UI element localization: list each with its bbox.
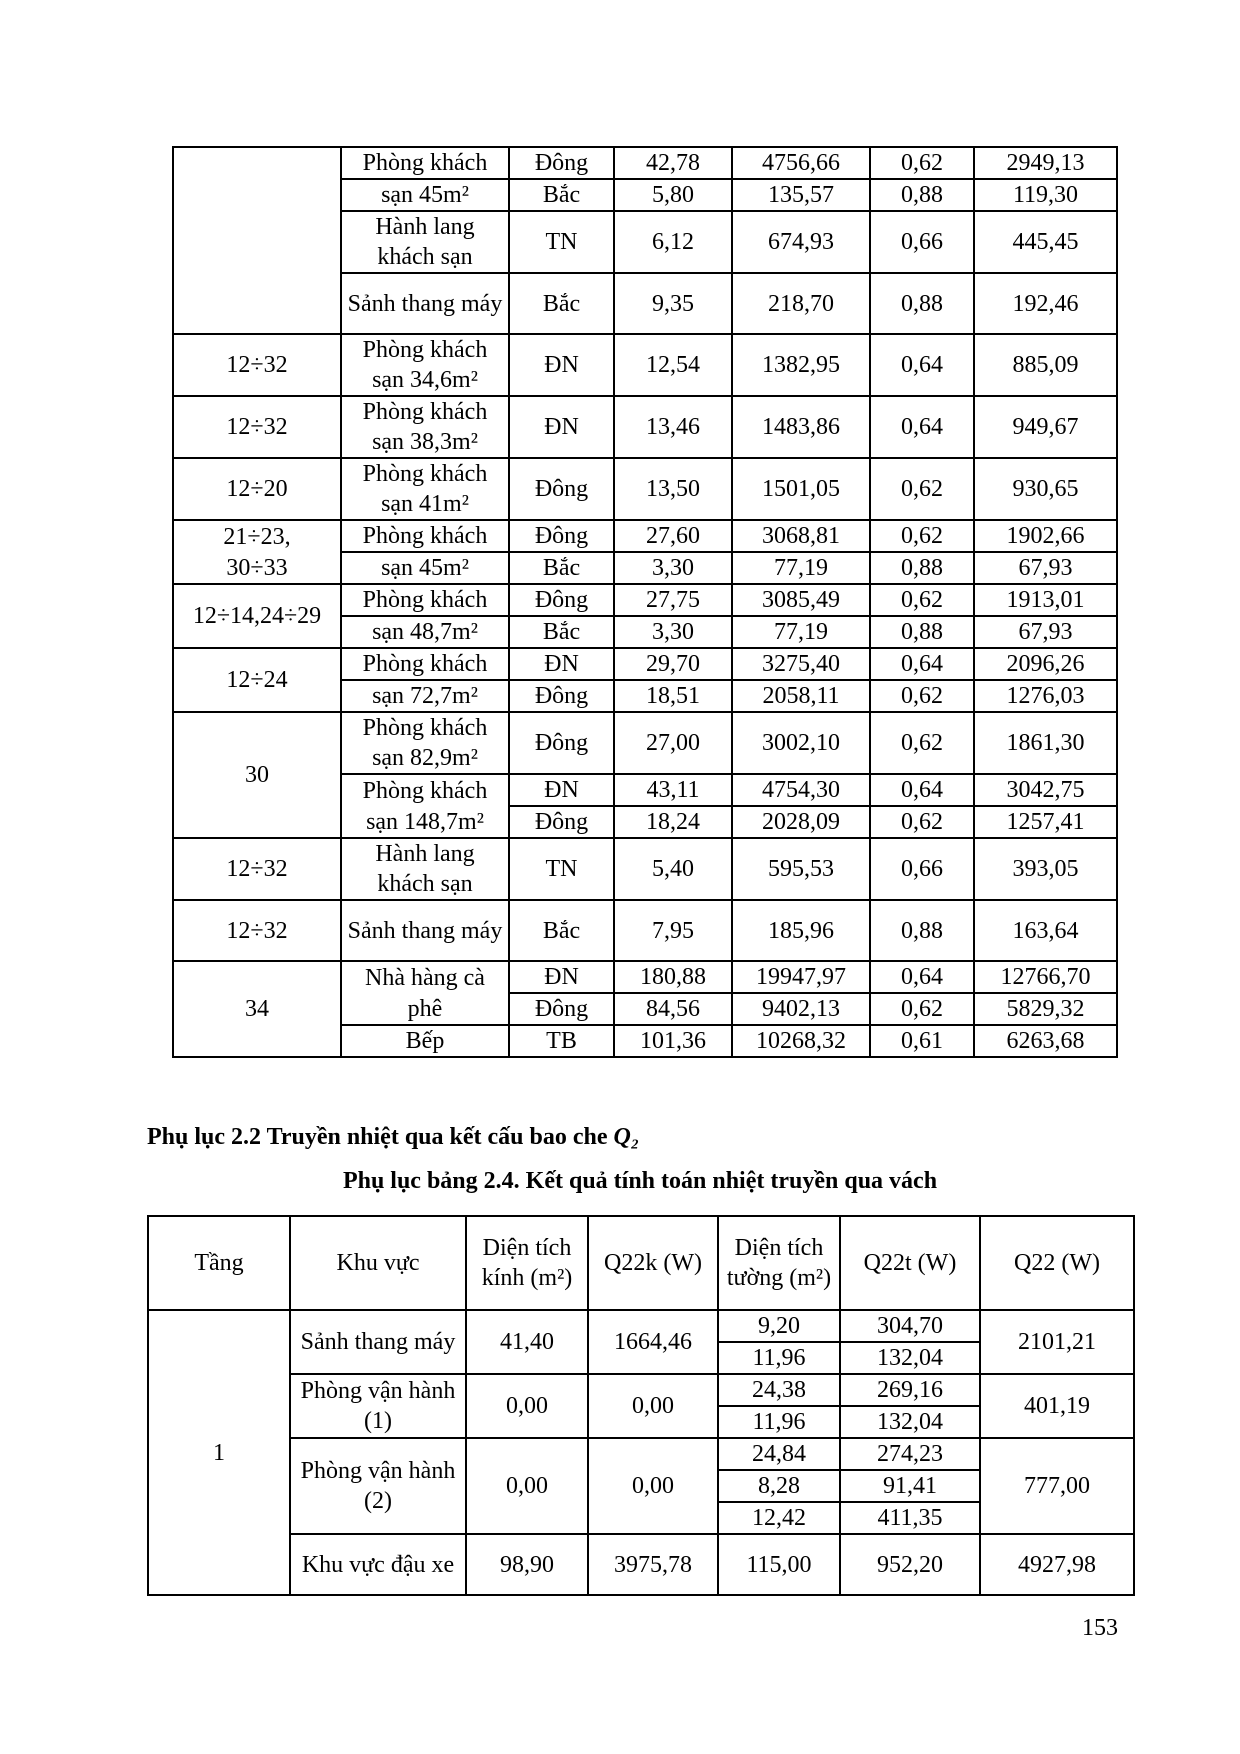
value-cell: 9,20 (718, 1310, 840, 1342)
value-cell: 411,35 (840, 1502, 980, 1534)
value-cell: 18,51 (614, 680, 732, 712)
value-cell: 3068,81 (732, 520, 870, 552)
value-cell: 1276,03 (974, 680, 1117, 712)
area-cell: Hành lang khách sạn (341, 838, 509, 900)
value-cell: 115,00 (718, 1534, 840, 1595)
header-cell: Q22k (W) (588, 1216, 718, 1310)
value-cell: 4927,98 (980, 1534, 1134, 1595)
area-cell: sạn 48,7m² (341, 616, 509, 648)
value-cell: 4754,30 (732, 774, 870, 806)
direction-cell: ĐN (509, 648, 614, 680)
table-caption: Phụ lục bảng 2.4. Kết quả tính toán nhiệt truyền qua vách (342, 1168, 938, 1194)
value-cell: 19947,97 (732, 961, 870, 993)
area-cell: Sảnh thang máy (341, 273, 509, 334)
direction-cell: Bắc (509, 273, 614, 334)
direction-cell: Đông (509, 806, 614, 838)
table-row (173, 961, 1117, 993)
value-cell: 27,75 (614, 584, 732, 616)
floor-cell: 12÷14,24÷29 (173, 584, 341, 648)
value-cell: 4756,66 (732, 147, 870, 179)
value-cell: 304,70 (840, 1310, 980, 1342)
value-cell: 180,88 (614, 961, 732, 993)
value-cell: 91,41 (840, 1470, 980, 1502)
value-cell: 0,62 (870, 806, 974, 838)
table-row (173, 648, 1117, 680)
direction-cell: Đông (509, 520, 614, 552)
direction-cell: TN (509, 211, 614, 273)
value-cell: 12766,70 (974, 961, 1117, 993)
direction-cell: Đông (509, 993, 614, 1025)
value-cell: 24,38 (718, 1374, 840, 1406)
value-cell: 0,61 (870, 1025, 974, 1057)
section-heading (147, 1124, 639, 1151)
value-cell: 3002,10 (732, 712, 870, 774)
area-cell: Phòng vận hành (2) (290, 1438, 466, 1534)
value-cell: 24,84 (718, 1438, 840, 1470)
value-cell: 777,00 (980, 1438, 1134, 1534)
floor-cell: 12÷32 (173, 838, 341, 900)
floor-cell: 12÷20 (173, 458, 341, 520)
area-cell: Bếp (341, 1025, 509, 1057)
value-cell: 0,62 (870, 520, 974, 552)
direction-cell: ĐN (509, 334, 614, 396)
value-cell: 13,50 (614, 458, 732, 520)
value-cell: 0,00 (588, 1438, 718, 1534)
value-cell: 163,64 (974, 900, 1117, 961)
table-row (173, 584, 1117, 616)
table-row (173, 147, 1117, 179)
table-row (173, 900, 1117, 961)
value-cell: 132,04 (840, 1342, 980, 1374)
table-row (173, 334, 1117, 396)
value-cell: 8,28 (718, 1470, 840, 1502)
value-cell: 595,53 (732, 838, 870, 900)
area-cell: Sảnh thang máy (341, 900, 509, 961)
table-row (148, 1310, 1134, 1342)
direction-cell: Đông (509, 712, 614, 774)
area-cell: sạn 45m² (341, 552, 509, 584)
value-cell: 27,00 (614, 712, 732, 774)
value-cell: 0,62 (870, 147, 974, 179)
area-cell: sạn 45m² (341, 179, 509, 211)
area-cell: Phòng khách (341, 520, 509, 552)
floor-cell (173, 147, 341, 334)
header-cell: Diện tích tường (m²) (718, 1216, 840, 1310)
area-cell: Phòng khách sạn 82,9m² (341, 712, 509, 774)
value-cell: 0,88 (870, 900, 974, 961)
direction-cell: Đông (509, 584, 614, 616)
value-cell: 2101,21 (980, 1310, 1134, 1374)
floor-cell: 34 (173, 961, 341, 1057)
value-cell: 0,88 (870, 179, 974, 211)
value-cell: 43,11 (614, 774, 732, 806)
floor-cell: 12÷32 (173, 396, 341, 458)
value-cell: 3975,78 (588, 1534, 718, 1595)
direction-cell: Đông (509, 458, 614, 520)
direction-cell: TB (509, 1025, 614, 1057)
value-cell: 5,40 (614, 838, 732, 900)
value-cell: 101,36 (614, 1025, 732, 1057)
area-cell: sạn 148,7m² (341, 806, 509, 838)
value-cell: 6,12 (614, 211, 732, 273)
value-cell: 1913,01 (974, 584, 1117, 616)
value-cell: 0,66 (870, 838, 974, 900)
value-cell: 3085,49 (732, 584, 870, 616)
floor-cell: 21÷23, (173, 520, 341, 552)
value-cell: 185,96 (732, 900, 870, 961)
value-cell: 0,00 (466, 1374, 588, 1438)
cooling-load-table (172, 146, 1118, 1058)
value-cell: 401,19 (980, 1374, 1134, 1438)
header-cell: Khu vực (290, 1216, 466, 1310)
page-number: 153 (1082, 1615, 1118, 1641)
section-heading-text: Phụ lục 2.2 Truyền nhiệt qua kết cấu bao che (147, 1124, 608, 1150)
value-cell: 2949,13 (974, 147, 1117, 179)
area-cell: Phòng khách (341, 774, 509, 806)
value-cell: 6263,68 (974, 1025, 1117, 1057)
value-cell: 135,57 (732, 179, 870, 211)
value-cell: 7,95 (614, 900, 732, 961)
value-cell: 393,05 (974, 838, 1117, 900)
value-cell: 3042,75 (974, 774, 1117, 806)
value-cell: 77,19 (732, 552, 870, 584)
table-row (173, 396, 1117, 458)
area-cell: Phòng khách (341, 147, 509, 179)
value-cell: 445,45 (974, 211, 1117, 273)
value-cell: 29,70 (614, 648, 732, 680)
value-cell: 0,64 (870, 396, 974, 458)
direction-cell: ĐN (509, 961, 614, 993)
value-cell: 952,20 (840, 1534, 980, 1595)
value-cell: 11,96 (718, 1406, 840, 1438)
value-cell: 9,35 (614, 273, 732, 334)
value-cell: 5829,32 (974, 993, 1117, 1025)
value-cell: 930,65 (974, 458, 1117, 520)
value-cell: 274,23 (840, 1438, 980, 1470)
value-cell: 1382,95 (732, 334, 870, 396)
value-cell: 13,46 (614, 396, 732, 458)
table-row (173, 712, 1117, 774)
value-cell: 885,09 (974, 334, 1117, 396)
value-cell: 0,66 (870, 211, 974, 273)
value-cell: 119,30 (974, 179, 1117, 211)
value-cell: 0,88 (870, 552, 974, 584)
floor-cell: 30 (173, 712, 341, 838)
value-cell: 0,88 (870, 273, 974, 334)
value-cell: 0,62 (870, 993, 974, 1025)
value-cell: 67,93 (974, 552, 1117, 584)
value-cell: 12,54 (614, 334, 732, 396)
direction-cell: ĐN (509, 396, 614, 458)
direction-cell: Bắc (509, 616, 614, 648)
area-cell: phê (341, 993, 509, 1025)
value-cell: 2058,11 (732, 680, 870, 712)
value-cell: 0,00 (588, 1374, 718, 1438)
value-cell: 12,42 (718, 1502, 840, 1534)
value-cell: 0,62 (870, 712, 974, 774)
value-cell: 3275,40 (732, 648, 870, 680)
floor-cell: 30÷33 (173, 552, 341, 584)
value-cell: 2096,26 (974, 648, 1117, 680)
floor-cell: 1 (148, 1310, 290, 1595)
value-cell: 1902,66 (974, 520, 1117, 552)
value-cell: 0,64 (870, 648, 974, 680)
floor-cell: 12÷32 (173, 900, 341, 961)
direction-cell: Bắc (509, 552, 614, 584)
header-cell: Diện tích kính (m²) (466, 1216, 588, 1310)
direction-cell: TN (509, 838, 614, 900)
value-cell: 269,16 (840, 1374, 980, 1406)
value-cell: 192,46 (974, 273, 1117, 334)
value-cell: 67,93 (974, 616, 1117, 648)
header-cell: Q22 (W) (980, 1216, 1134, 1310)
value-cell: 218,70 (732, 273, 870, 334)
area-cell: Phòng khách (341, 584, 509, 616)
value-cell: 9402,13 (732, 993, 870, 1025)
area-cell: Khu vực đậu xe (290, 1534, 466, 1595)
area-cell: Hành lang khách sạn (341, 211, 509, 273)
value-cell: 5,80 (614, 179, 732, 211)
area-cell: Sảnh thang máy (290, 1310, 466, 1374)
value-cell: 18,24 (614, 806, 732, 838)
value-cell: 3,30 (614, 616, 732, 648)
area-cell: Phòng khách (341, 648, 509, 680)
table-row (173, 520, 1117, 552)
value-cell: 674,93 (732, 211, 870, 273)
area-cell: Phòng khách sạn 34,6m² (341, 334, 509, 396)
header-row (148, 1216, 1134, 1310)
floor-cell: 12÷32 (173, 334, 341, 396)
value-cell: 11,96 (718, 1342, 840, 1374)
value-cell: 3,30 (614, 552, 732, 584)
table-row (173, 838, 1117, 900)
value-cell: 949,67 (974, 396, 1117, 458)
direction-cell: Bắc (509, 900, 614, 961)
area-cell: Phòng khách sạn 38,3m² (341, 396, 509, 458)
value-cell: 0,62 (870, 584, 974, 616)
direction-cell: Đông (509, 147, 614, 179)
value-cell: 0,64 (870, 961, 974, 993)
value-cell: 132,04 (840, 1406, 980, 1438)
value-cell: 1501,05 (732, 458, 870, 520)
table-row (148, 1438, 1134, 1470)
floor-cell: 12÷24 (173, 648, 341, 712)
heat-symbol: Q₂ (613, 1124, 640, 1150)
value-cell: 0,64 (870, 334, 974, 396)
direction-cell: Đông (509, 680, 614, 712)
value-cell: 2028,09 (732, 806, 870, 838)
value-cell: 84,56 (614, 993, 732, 1025)
value-cell: 0,88 (870, 616, 974, 648)
header-cell: Q22t (W) (840, 1216, 980, 1310)
direction-cell: ĐN (509, 774, 614, 806)
table-row (173, 458, 1117, 520)
value-cell: 42,78 (614, 147, 732, 179)
value-cell: 1257,41 (974, 806, 1117, 838)
area-cell: sạn 72,7m² (341, 680, 509, 712)
value-cell: 1861,30 (974, 712, 1117, 774)
table-row (173, 552, 1117, 584)
value-cell: 77,19 (732, 616, 870, 648)
area-cell: Phòng vận hành (1) (290, 1374, 466, 1438)
value-cell: 41,40 (466, 1310, 588, 1374)
wall-heat-transfer-table (147, 1215, 1135, 1596)
table-row (148, 1374, 1134, 1406)
value-cell: 10268,32 (732, 1025, 870, 1057)
value-cell: 0,00 (466, 1438, 588, 1534)
value-cell: 0,62 (870, 680, 974, 712)
direction-cell: Bắc (509, 179, 614, 211)
value-cell: 98,90 (466, 1534, 588, 1595)
value-cell: 1664,46 (588, 1310, 718, 1374)
value-cell: 0,62 (870, 458, 974, 520)
value-cell: 1483,86 (732, 396, 870, 458)
value-cell: 27,60 (614, 520, 732, 552)
table-row (148, 1534, 1134, 1595)
value-cell: 0,64 (870, 774, 974, 806)
area-cell: Phòng khách sạn 41m² (341, 458, 509, 520)
area-cell: Nhà hàng cà (341, 961, 509, 993)
header-cell: Tầng (148, 1216, 290, 1310)
